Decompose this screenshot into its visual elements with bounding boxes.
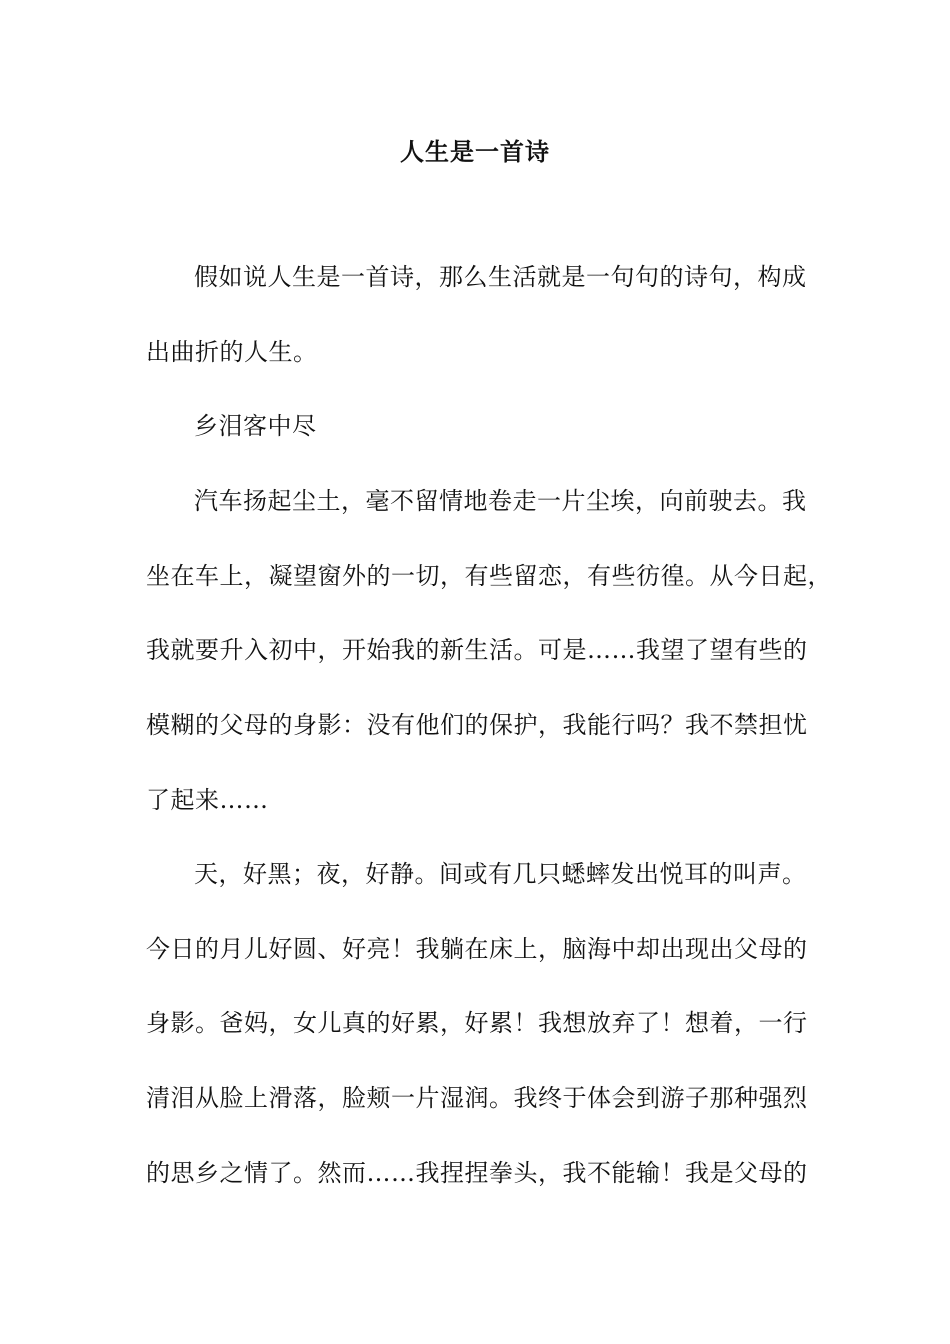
- paragraph-line: 今日的月儿好圆、好亮！我躺在床上，脑海中却出现出父母的: [146, 935, 808, 963]
- paragraph-line: 汽车扬起尘土，毫不留情地卷走一片尘埃，向前驶去。我: [194, 487, 807, 515]
- paragraph-line: 的思乡之情了。然而……我捏捏拳头，我不能输！我是父母的: [146, 1159, 808, 1187]
- paragraph-line: 乡泪客中尽: [194, 412, 317, 440]
- paragraph-line: 假如说人生是一首诗，那么生活就是一句句的诗句，构成: [194, 263, 807, 291]
- paragraph-line: 出曲折的人生。: [146, 338, 318, 366]
- paragraph-line: 了起来……: [146, 786, 269, 814]
- paragraph-line: 坐在车上，凝望窗外的一切，有些留恋，有些彷徨。从今日起，: [146, 562, 832, 590]
- paragraph-line: 清泪从脸上滑落，脸颊一片湿润。我终于体会到游子那种强烈: [146, 1084, 808, 1112]
- paragraph-line: 天，好黑；夜，好静。间或有几只蟋蟀发出悦耳的叫声。: [194, 860, 807, 888]
- document-title: 人生是一首诗: [400, 137, 550, 166]
- paragraph-line: 身影。爸妈，女儿真的好累，好累！我想放弃了！想着，一行: [146, 1009, 808, 1037]
- paragraph-line: 我就要升入初中，开始我的新生活。可是……我望了望有些的: [146, 636, 808, 664]
- paragraph-line: 模糊的父母的身影：没有他们的保护，我能行吗？我不禁担忧: [146, 711, 808, 739]
